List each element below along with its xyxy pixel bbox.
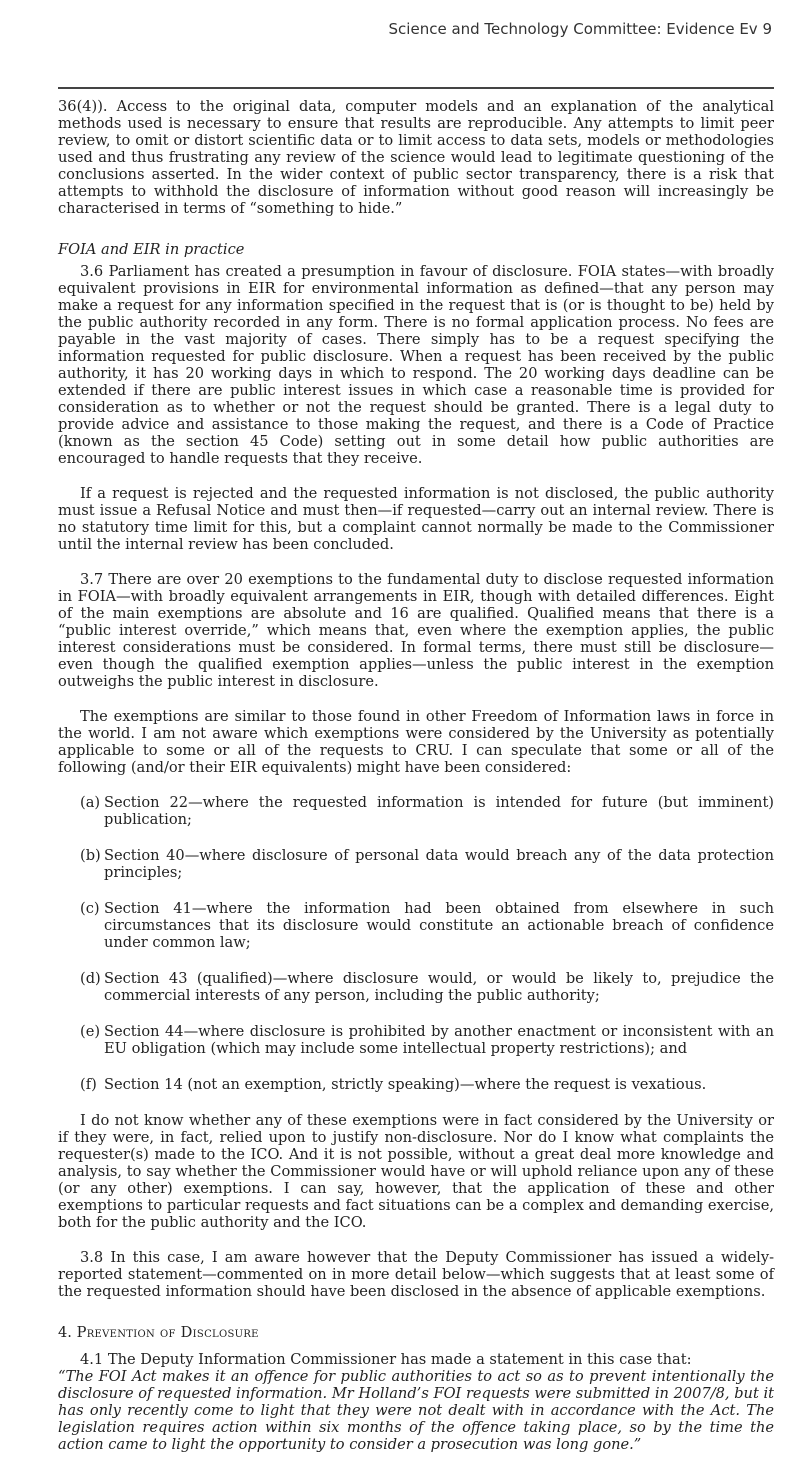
document-body xyxy=(58,98,774,1471)
list-item-text: Section 43 (qualified)—where disclosure would, or would be likely to, prejudice the commercial interests of any person, including the public authority; xyxy=(104,970,774,1004)
paragraph-exemptions-analysis: I do not know whether any of these exemptions were in fact considered by the University or if they were, in fact, relied upon to justify non-disclosure. Nor do I know what complaints the requester(s) made to the ICO. And it is not possible, without a great deal more knowledge and analysis, to say whether the Commissioner would have or will uphold reliance upon any of these (or any other) exemptions. I can say, however, that the application of these and other exemptions to particular requests and fact situations can be a complex and demanding exercise, both for the public authority and the ICO. xyxy=(58,1112,774,1231)
list-item-text: Section 14 (not an exemption, strictly speaking)—where the request is vexatious. xyxy=(104,1076,707,1093)
paragraph-3-6: 3.6 Parliament has created a presumption in favour of disclosure. FOIA states—with broadly equivalent provisions in EIR for environmental information as defined—that any person may make a request for any information specified in the request that is (or is thought to be) held by the public authority recorded in any form. There is no formal application process. No fees are payable in the vast majority of cases. There simply has to be a request specifying the information requested for public disclosure. When a request has been received by the public authority, it has 20 working days in which to respond. The 20 working days deadline can be extended if there are public interest issues in which case a reasonable time is provided for consideration as to whether or not the request should be granted. There is a legal duty to provide advice and assistance to those making the request, and there is a Code of Practice (known as the section 45 Code) setting out in some detail how public authorities are encouraged to handle requests that they receive. xyxy=(58,263,774,467)
list-marker: (b) xyxy=(80,847,101,864)
list-item-text: Section 22—where the requested information is intended for future (but imminent) publication; xyxy=(104,794,774,828)
paragraph-continuation: 36(4)). Access to the original data, computer models and an explanation of the analytical methods used is necessary to ensure that results are reproducible. Any attempts to limit peer review, to omit or distort scientific data or to limit access to data sets, models or methodologies used and thus frustrating any review of the science would lead to legitimate questioning of the conclusions asserted. In the wider context of public sector transparency, there is a risk that attempts to withhold the disclosure of information without good reason will increasingly be characterised in terms of “something to hide.” xyxy=(58,98,774,217)
list-marker: (e) xyxy=(80,1023,101,1040)
list-item xyxy=(58,794,774,828)
paragraph-refusal-notice: If a request is rejected and the requested information is not disclosed, the public authority must issue a Refusal Notice and must then—if requested—carry out an internal review. There is no statutory time limit for this, but a complaint cannot normally be made to the Commissioner until the internal review has been concluded. xyxy=(58,485,774,553)
list-marker: (a) xyxy=(80,794,101,811)
section-heading-4 xyxy=(58,1324,774,1341)
header-rule xyxy=(58,87,774,89)
paragraph-3-8: 3.8 In this case, I am aware however that the Deputy Commissioner has issued a widely-reported statement—commented on in more detail below—which suggests that at least some of the requested information should have been disclosed in the absence of applicable exemptions. xyxy=(58,1249,774,1300)
section-title: Prevention of Disclosure xyxy=(76,1324,259,1341)
list-item xyxy=(58,1023,774,1057)
sub-heading-foia-eir: FOIA and EIR in practice xyxy=(58,241,245,258)
list-item xyxy=(58,900,774,951)
paragraph-3-7: 3.7 There are over 20 exemptions to the fundamental duty to disclose requested information in FOIA—with broadly equivalent arrangements in EIR, though with detailed differences. Eight of the main exemptions are absolute and 16 are qualified. Qualified means that there is a “public interest override,” which means that, even where the exemption applies, the public interest considerations must be considered. In formal terms, there must still be disclosure—even though the qualified exemption applies—unless the public interest in the exemption outweighs the public interest in disclosure. xyxy=(58,571,774,690)
list-marker: (f) xyxy=(80,1076,97,1093)
list-item-text: Section 40—where disclosure of personal data would breach any of the data protection principles; xyxy=(104,847,774,881)
paragraph-exemptions-intro: The exemptions are similar to those found in other Freedom of Information laws in force in the world. I am not aware which exemptions were considered by the University as potentially applicable to some or all of the requests to CRU. I can speculate that some or all of the following (and/or their EIR equivalents) might have been considered: xyxy=(58,708,774,776)
block-quote: “The FOI Act makes it an offence for public authorities to act so as to prevent intentionally the disclosure of requested information. Mr Holland’s FOI requests were submitted in 2007/8, but it has only recently come to light that they were not dealt with in accordance with the Act. The legislation requires action within six months of the offence taking place, so by the time the action came to light the opportunity to consider a prosecution was long gone.” xyxy=(58,1368,774,1453)
list-item xyxy=(58,970,774,1004)
paragraph-4-1: 4.1 The Deputy Information Commissioner has made a statement in this case that: xyxy=(80,1351,692,1368)
list-item-text: Section 44—where disclosure is prohibited by another enactment or inconsistent with an EU obligation (which may include some intellectual property restrictions); and xyxy=(104,1023,774,1057)
list-item xyxy=(58,847,774,881)
page-header xyxy=(0,0,800,60)
exemptions-list xyxy=(58,794,774,1093)
section-number: 4. xyxy=(58,1324,72,1341)
list-item-text: Section 41—where the information had been obtained from elsewhere in such circumstances that its disclosure would constitute an actionable breach of confidence under common law; xyxy=(104,900,774,951)
list-marker: (d) xyxy=(80,970,101,987)
list-item xyxy=(58,1076,774,1093)
running-header-title: Science and Technology Committee: Evidence Ev 9 xyxy=(388,20,772,38)
list-marker: (c) xyxy=(80,900,100,917)
